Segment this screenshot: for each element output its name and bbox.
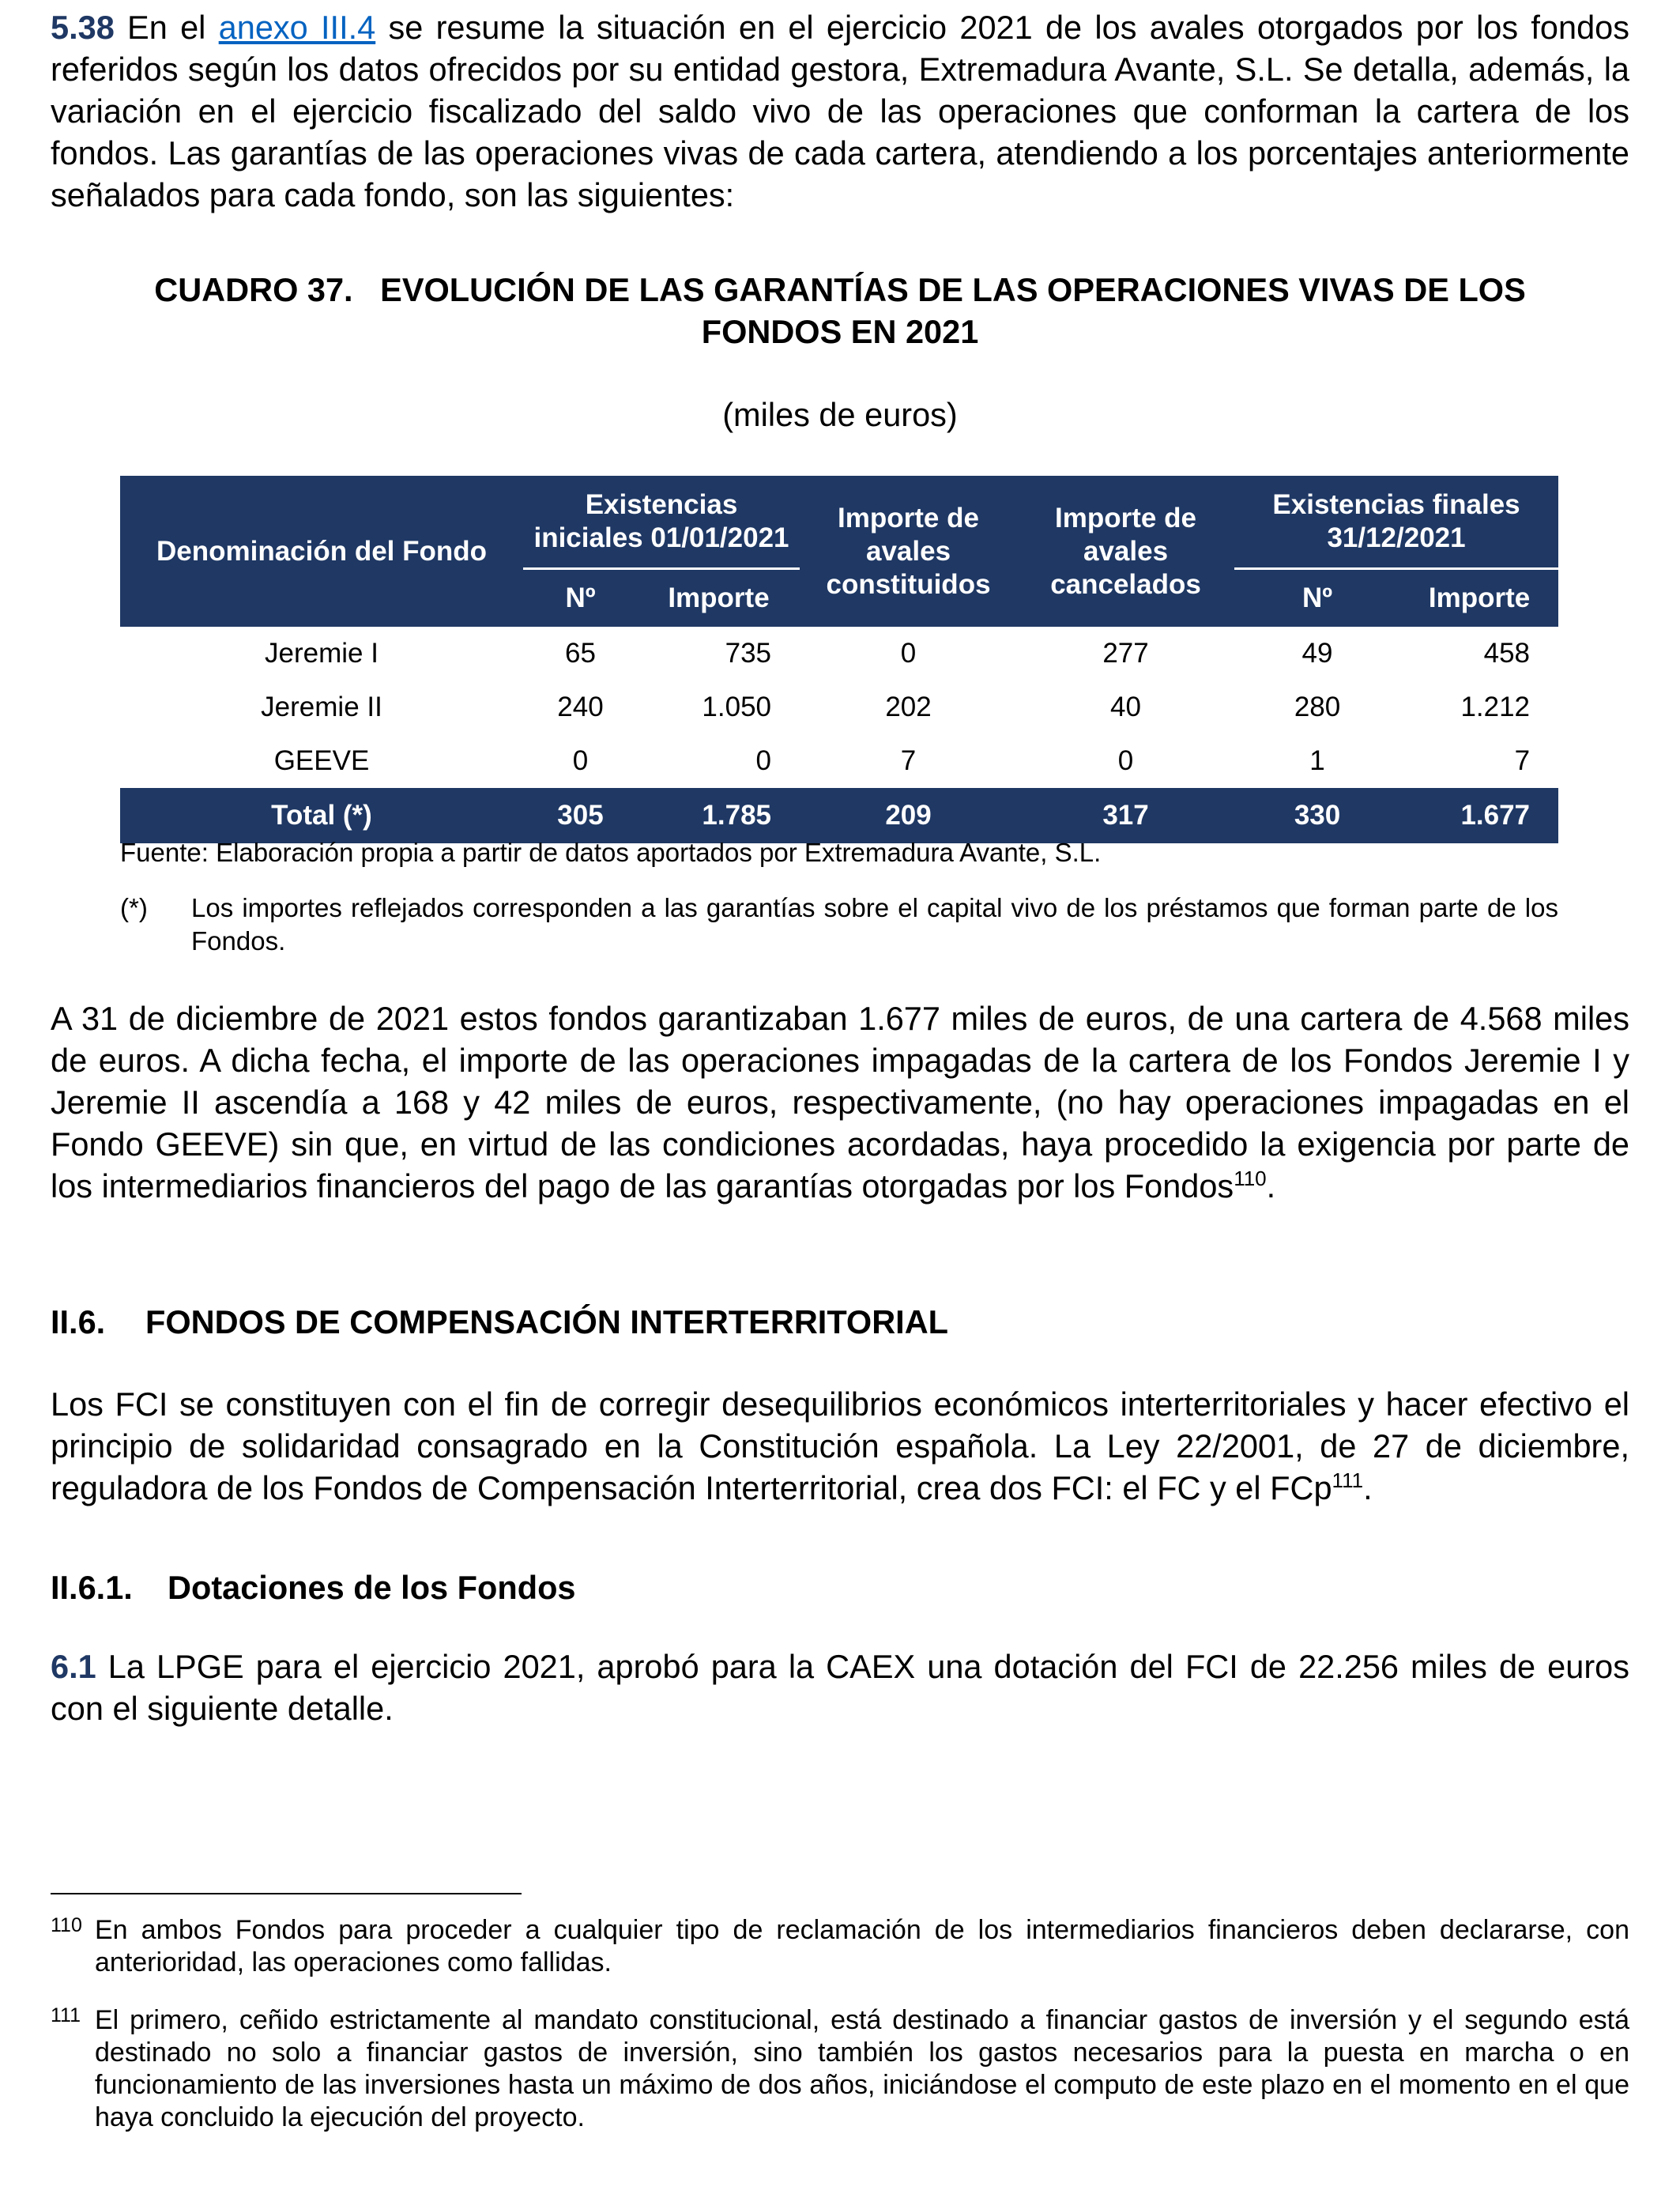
- header-initial: Existencias iniciales 01/01/2021: [523, 476, 800, 569]
- header-final-n: Nº: [1234, 569, 1400, 628]
- paragraph-fci: Los FCI se constituyen con el fin de corregir desequilibrios económicos interterritoriales y hacer efectivo el principio de solidaridad consagrado en la Constitución española. La Ley 22/2001, de 27 de diciembre, reguladora de los Fondos de Compensación Interterritorial, crea dos FCI: el FC y el FCp$^{111}$.: [51, 1385, 1629, 1506]
- table-row: Jeremie I 65 735 0 277 49 458: [265, 638, 1531, 669]
- header-fund: Denominación del Fondo: [120, 476, 523, 627]
- table-label: CUADRO 37.: [154, 271, 353, 308]
- table-title: [51, 269, 1629, 352]
- table-row: GEEVE 0 0 7 0 1 7: [273, 745, 1531, 776]
- table-row: Jeremie II 240 1.050 202 40 280 1.212: [261, 692, 1531, 722]
- paragraph-6-1: 6.1 La LPGE para el ejercicio 2021, aprobó para la CAEX una dotación del FCI de 22.256 miles de euros con el siguiente detalle.: [51, 1648, 1629, 1727]
- header-initial-n: Nº: [523, 569, 638, 628]
- section-title: FONDOS DE COMPENSACIÓN INTERTERRITORIAL: [145, 1303, 949, 1340]
- table-title-line1: EVOLUCIÓN DE LAS GARANTÍAS DE LAS OPERACIONES VIVAS DE LOS: [380, 271, 1526, 308]
- footnote-ref-111[interactable]: 111: [1332, 1468, 1364, 1493]
- table-title-line2: FONDOS EN 2021: [701, 313, 979, 350]
- note-marker: (*): [120, 893, 148, 922]
- section-title: Dotaciones de los Fondos: [168, 1569, 576, 1606]
- table-units: (miles de euros): [722, 396, 958, 433]
- footnote-text: En ambos Fondos para proceder a cualquier tipo de reclamación de los intermediarios financieros deben declararse, con anterioridad, las operaciones como fallidas.: [95, 1915, 1629, 1977]
- section-heading-2-6-1: [51, 1566, 576, 1608]
- footnote-number: 111: [51, 2004, 81, 2026]
- paragraph-guarantees: A 31 de diciembre de 2021 estos fondos garantizaban 1.677 miles de euros, de una cartera de 4.568 miles de euros. A dicha fecha, el importe de las operaciones impagadas de la cartera de los Fondos Jeremie I y Jeremie II ascendía a 168 y 42 miles de euros, respectivamente, (no hay operaciones impagadas en el Fondo GEEVE) sin que, en virtud de las condiciones acordadas, haya procedido la exigencia por parte de los intermediarios financieros del pago de las garantías otorgadas por los Fondos$^{110}$.: [51, 1000, 1629, 1204]
- header-cancelled: Importe de avales cancelados: [1017, 476, 1234, 627]
- footnote-text: El primero, ceñido estrictamente al mandato constitucional, está destinado a financiar gastos de inversión y el segundo está destinado no solo a financiar gastos de inversión, sino también los gastos necesarios para la puesta en marcha o en funcionamiento de las inversiones hasta un máximo de dos años, iniciándose el computo de este plazo en el momento en el que haya concluido la ejecución del proyecto.: [95, 2005, 1629, 2132]
- header-initial-importe: Importe: [638, 569, 800, 628]
- table-total-row: Total (*) 305 1.785 209 317 330 1.677: [120, 788, 1558, 843]
- header-constituted: Importe de avales constituidos: [800, 476, 1017, 627]
- header-final: Existencias finales 31/12/2021: [1234, 476, 1558, 569]
- paragraph-5-38: [51, 6, 1629, 216]
- table-source: Fuente: Elaboración propia a partir de datos aportados por Extremadura Avante, S.L.: [120, 838, 1102, 867]
- paragraph-text: se resume la situación en el ejercicio 2021 de los avales otorgados por los fondos referidos según los datos ofrecidos por su entidad gestora, Extremadura Avante, S.L. Se detalla, además, la variación en el ejercicio fiscalizado del saldo vivo de las operaciones que conforman la cartera de los fondos. Las garantías de las operaciones vivas de cada cartera, atendiendo a los porcentajes anteriormente señalados para cada fondo, son las siguientes:: [51, 9, 1629, 213]
- note-text: Los importes reflejados corresponden a las garantías sobre el capital vivo de los préstamos que forman parte de los Fondos.: [191, 893, 1558, 956]
- paragraph-number: 5.38: [51, 9, 115, 46]
- footnote-ref-110[interactable]: 110: [1234, 1167, 1267, 1191]
- footnote-number: 110: [51, 1914, 82, 1936]
- table-note: [120, 892, 1558, 958]
- section-number: II.6.: [51, 1303, 106, 1340]
- footnote-111: [51, 2004, 1629, 2134]
- guarantees-table: [120, 476, 1558, 843]
- paragraph-number: 6.1: [51, 1648, 96, 1685]
- footnote-110: [51, 1914, 1629, 1979]
- header-final-importe: Importe: [1400, 569, 1558, 628]
- footnote-separator: [51, 1893, 522, 1894]
- paragraph-text: En el: [114, 9, 219, 46]
- section-heading-2-6: [51, 1301, 948, 1343]
- section-number: II.6.1.: [51, 1569, 133, 1606]
- annex-link[interactable]: anexo III.4: [218, 9, 376, 46]
